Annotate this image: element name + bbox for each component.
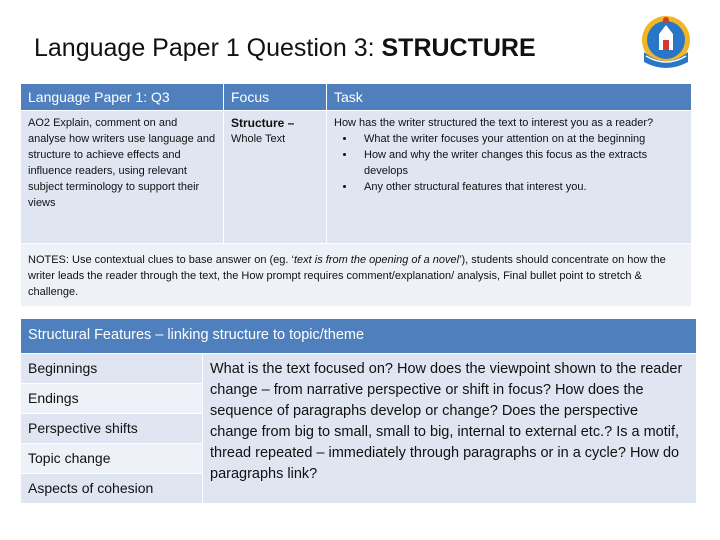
task-bullet-list xyxy=(334,131,684,195)
header-paper: Language Paper 1: Q3 xyxy=(21,84,224,111)
task-intro: How has the writer structured the text to interest you as a reader? xyxy=(334,117,654,129)
focus-cell xyxy=(224,111,327,244)
task-bullet: • What the writer focuses your attention on at the beginning xyxy=(356,131,684,147)
header-task: Task xyxy=(327,84,692,111)
task-cell xyxy=(327,111,692,244)
objective-cell: AO2 Explain, comment on and analyse how writers use language and structure to achieve effects and influence readers, using relevant subject terminology to support their views xyxy=(21,111,224,244)
feature-perspective-shifts: Perspective shifts xyxy=(21,414,203,444)
focus-title: Structure – xyxy=(231,116,295,130)
header-focus: Focus xyxy=(224,84,327,111)
feature-beginnings: Beginnings xyxy=(21,354,203,384)
title-prefix: Language Paper 1 Question 3: xyxy=(34,34,382,62)
title-emphasis: STRUCTURE xyxy=(381,34,536,62)
focus-subtitle: Whole Text xyxy=(231,133,286,145)
notes-cell xyxy=(21,244,692,307)
feature-topic-change: Topic change xyxy=(21,444,203,474)
task-bullet: • Any other structural features that interest you. xyxy=(356,179,684,195)
feature-description: What is the text focused on? How does the viewpoint shown to the reader change – from narrative perspective or shift in focus? How does the sequence of paragraphs develop or change? Does the perspective change from big to small, small to big, internal to external etc.? Is a motif, thread repeated – immediately through paragraphs or in a cycle? How do paragraphs link? xyxy=(203,354,697,504)
question-table xyxy=(20,83,692,307)
notes-text-end: ’), students should concentrate on how the writer leads the reader through the text, the How prompt requires comment/explanation/ analysis, Final bullet point to stretch & challenge. xyxy=(28,254,666,298)
structural-features-header: Structural Features – linking structure to topic/theme xyxy=(21,319,697,354)
feature-endings: Endings xyxy=(21,384,203,414)
feature-aspects-of-cohesion: Aspects of cohesion xyxy=(21,474,203,504)
page-title xyxy=(34,34,536,63)
school-crest-icon xyxy=(640,12,692,70)
structural-features-table xyxy=(20,318,697,504)
notes-text-italic: text is from the opening of a novel xyxy=(293,254,460,266)
notes-text-start: NOTES: Use contextual clues to base answer on (eg. ‘ xyxy=(28,254,294,266)
task-bullet: • How and why the writer changes this focus as the extracts develops xyxy=(356,147,684,179)
